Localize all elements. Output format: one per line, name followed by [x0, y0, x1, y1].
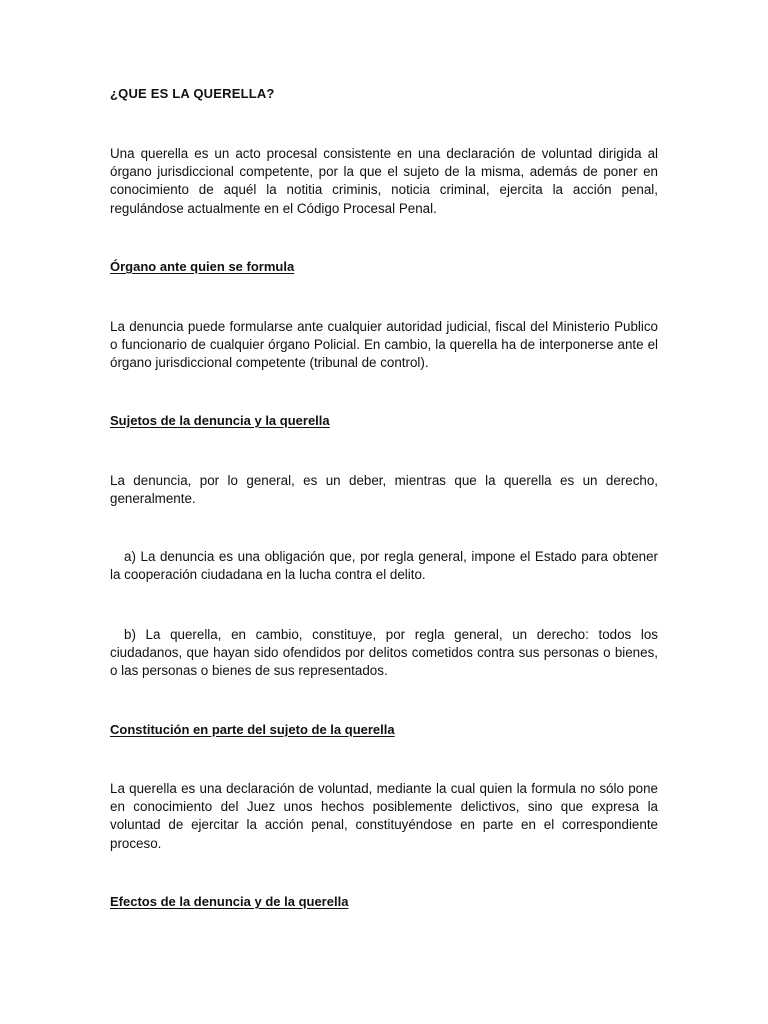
section-heading-constitucion: Constitución en parte del sujeto de la querella: [110, 722, 395, 737]
section-heading-efectos: Efectos de la denuncia y de la querella: [110, 894, 349, 909]
paragraph-organo: La denuncia puede formularse ante cualquier autoridad judicial, fiscal del Ministerio Publico o funcionario de cualquier órgano Policial. En cambio, la querella ha de interponerse ante el órgano jurisdiccional competente (tribunal de control).: [110, 319, 658, 371]
list-item-a: a) La denuncia es una obligación que, por regla general, impone el Estado para obtener la cooperación ciudadana en la lucha contra el delito.: [110, 549, 658, 583]
paragraph-constitucion: La querella es una declaración de voluntad, mediante la cual quien la formula no sólo pone en conocimiento del Juez unos hechos posiblemente delictivos, sino que expresa la voluntad de ejercitar la acción penal, constituyéndose en parte en el correspondiente proceso.: [110, 781, 658, 851]
document-title: ¿QUE ES LA QUERELLA?: [110, 86, 275, 101]
intro-paragraph: Una querella es un acto procesal consistente en una declaración de voluntad dirigida al órgano jurisdiccional competente, por la que el sujeto de la misma, además de poner en conocimiento de aquél la notitia criminis, noticia criminal, ejercita la acción penal, regulándose actualmente en el Código Procesal Penal.: [110, 146, 658, 216]
list-item-b: b) La querella, en cambio, constituye, por regla general, un derecho: todos los ciudadanos, que hayan sido ofendidos por delitos cometidos contra sus personas o bienes, o las personas o bienes de sus representados.: [110, 627, 658, 679]
section-heading-sujetos: Sujetos de la denuncia y la querella: [110, 413, 330, 428]
paragraph-sujetos: La denuncia, por lo general, es un deber, mientras que la querella es un derecho, generalmente.: [110, 473, 658, 507]
section-heading-organo: Órgano ante quien se formula: [110, 259, 295, 274]
